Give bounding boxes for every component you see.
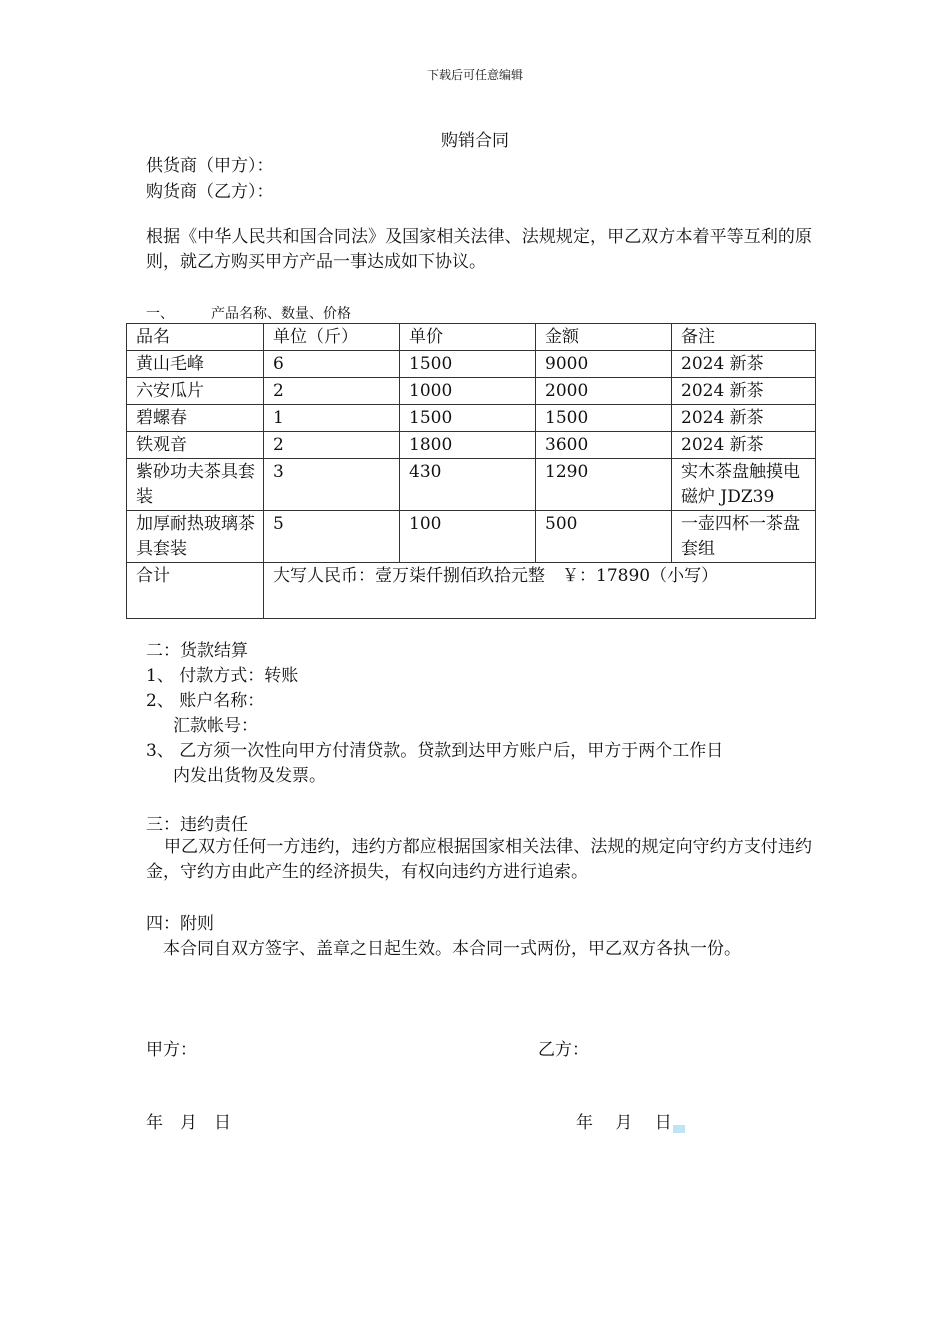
party-b-date-wrap xyxy=(576,1108,685,1133)
cell-name: 紫砂功夫茶具套装 xyxy=(127,459,264,511)
cell-unit: 2 xyxy=(264,432,400,459)
table-header-row xyxy=(127,324,816,351)
cell-unit: 1 xyxy=(264,405,400,432)
cell-name: 六安瓜片 xyxy=(127,378,264,405)
cell-remark: 2024 新茶 xyxy=(672,351,816,378)
cell-name: 黄山毛峰 xyxy=(127,351,264,378)
header-cell-name: 品名 xyxy=(127,324,264,351)
preamble-paragraph: 根据《中华人民共和国合同法》及国家相关法律、法规规定，甲乙双方本着平等互利的原则，就乙方购买甲方产品一事达成如下协议。 xyxy=(146,227,812,272)
party-a-date: 年 月 日 xyxy=(146,1113,231,1133)
section2-title: 二：货款结算 xyxy=(146,641,248,661)
section1-title: 产品名称、数量、价格 xyxy=(211,306,351,322)
cell-price: 1500 xyxy=(400,351,536,378)
table-row xyxy=(127,511,816,563)
cell-price: 430 xyxy=(400,459,536,511)
account-number: 汇款帐号： xyxy=(173,716,258,736)
cell-unit: 6 xyxy=(264,351,400,378)
product-table xyxy=(126,323,816,619)
table-row xyxy=(127,378,816,405)
header-note: 下载后可任意编辑 xyxy=(426,68,523,82)
cell-name: 碧螺春 xyxy=(127,405,264,432)
cell-unit: 5 xyxy=(264,511,400,563)
cell-remark: 一壶四杯一茶盘套组 xyxy=(672,511,816,563)
cell-price: 100 xyxy=(400,511,536,563)
table-row xyxy=(127,432,816,459)
cell-name: 铁观音 xyxy=(127,432,264,459)
cell-amount: 500 xyxy=(536,511,672,563)
cell-remark: 2024 新茶 xyxy=(672,432,816,459)
section4-body: 本合同自双方签字、盖章之日起生效。本合同一式两份，甲乙双方各执一份。 xyxy=(163,939,741,959)
cell-amount: 2000 xyxy=(536,378,672,405)
header-cell-price: 单价 xyxy=(400,324,536,351)
header-cell-unit: 单位（斤） xyxy=(264,324,400,351)
cell-price: 1800 xyxy=(400,432,536,459)
table-row xyxy=(127,459,816,511)
total-amount-text: 大写人民币：壹万柒仟捌佰玖拾元整 ￥：17890（小写） xyxy=(264,563,816,619)
cell-amount: 1290 xyxy=(536,459,672,511)
payment-method: 1、 付款方式：转账 xyxy=(146,666,299,686)
party-a-signature-label: 甲方： xyxy=(146,1040,197,1060)
cell-remark: 2024 新茶 xyxy=(672,405,816,432)
cell-amount: 1500 xyxy=(536,405,672,432)
cell-price: 1000 xyxy=(400,378,536,405)
section4-title: 四：附则 xyxy=(146,914,214,934)
table-row xyxy=(127,351,816,378)
cell-amount: 9000 xyxy=(536,351,672,378)
cell-unit: 2 xyxy=(264,378,400,405)
payment-terms-line1: 3、 乙方须一次性向甲方付清贷款。贷款到达甲方账户后，甲方于两个工作日 xyxy=(146,741,724,761)
cursor-highlight xyxy=(673,1125,685,1133)
account-name: 2、 账户名称： xyxy=(146,691,265,711)
party-b-signature-label: 乙方： xyxy=(538,1040,589,1060)
contract-title: 购销合同 xyxy=(441,131,509,151)
table-row xyxy=(127,405,816,432)
table-total-row xyxy=(127,563,816,619)
buyer-label: 购货商（乙方）： xyxy=(146,182,274,202)
header-cell-remark: 备注 xyxy=(672,324,816,351)
cell-amount: 3600 xyxy=(536,432,672,459)
party-b-date: 年 月 日 xyxy=(576,1113,672,1133)
cell-remark: 实木茶盘触摸电磁炉 JDZ39 xyxy=(672,459,816,511)
section3-body: 甲乙双方任何一方违约，违约方都应根据国家相关法律、法规的规定向守约方支付违约金，守约方由此产生的经济损失，有权向违约方进行追索。 xyxy=(146,837,812,882)
total-label: 合计 xyxy=(127,563,264,619)
payment-terms-line2: 内发出货物及发票。 xyxy=(173,766,326,786)
cell-price: 1500 xyxy=(400,405,536,432)
supplier-label: 供货商（甲方）： xyxy=(146,156,274,176)
section1-number: 一、 xyxy=(146,306,174,322)
cell-name: 加厚耐热玻璃茶具套装 xyxy=(127,511,264,563)
header-cell-amount: 金额 xyxy=(536,324,672,351)
cell-remark: 2024 新茶 xyxy=(672,378,816,405)
section3-title: 三：违约责任 xyxy=(146,815,248,835)
cell-unit: 3 xyxy=(264,459,400,511)
